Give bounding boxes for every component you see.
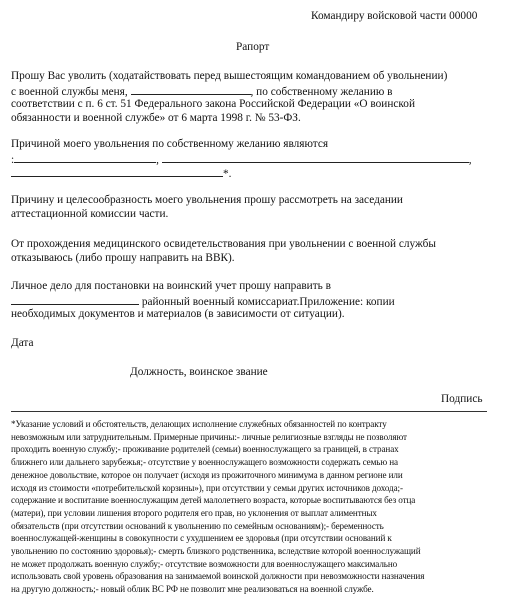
request-line-2-tail: , по собственному желанию в [250,86,393,98]
footnote-line: обязательств (при отсутствии оснований к увольнению по семейным основаниям);- беременность [11,520,384,531]
footnote-mark: *. [223,168,232,180]
reasons-colon: : [11,154,15,166]
footnote-line: проходить военную службу;- проживание родителей (семьи) военнослужащего за границей, в странах [11,444,399,455]
reasons-comma-1: , [156,154,159,166]
request-line-4: обязанности и военной службе» от 6 марта 1998 г. № 53-ФЗ. [11,112,301,124]
commissariat-blank[interactable] [11,293,139,305]
footnote-line: военнослужащей-женщины в совокупности с ухудшением ее здоровья (при отсутствии оснований к [11,533,392,544]
request-line-1: Прошу Вас уволить (ходатайствовать перед вышестоящим командованием об увольнении) [11,70,448,82]
document-title: Рапорт [236,41,270,53]
commission-line-2: аттестационной комиссии части. [11,208,169,220]
addressee: Командиру войсковой части 00000 [311,10,478,22]
name-blank[interactable] [131,83,251,95]
reason-blank-2[interactable] [162,151,469,163]
date-label: Дата [11,337,34,349]
reason-blank-1[interactable] [14,151,156,163]
request-line-2-text: с военной службы меня, [11,86,128,98]
footnote-line: использовать свой уровень образования на занимаемой воинской должности при невозможности назначения [11,571,425,582]
medical-line-1: От прохождения медицинского освидетельствования при увольнении с военной службы [11,238,437,250]
footnote-line: *Указание условий и обстоятельств, делающих исполнение служебных обязанностей по контракту [11,419,387,429]
reason-blank-3[interactable] [11,165,223,177]
signature-label: Подпись [441,393,483,405]
reasons-comma-2: , [468,154,472,166]
footnote-divider [11,411,487,412]
personal-file-line-3: необходимых документов и материалов (в зависимости от ситуации). [11,308,345,320]
footnote-line: содержание и воспитание военнослужащим детей малолетнего возраста, которые воспитываются без отца [11,495,416,506]
footnote-line: невозможным или затруднительным. Примерные причины:- личные религиозные взгляды не позволяют [11,431,407,442]
reasons-line-2 [11,165,231,182]
footnote-line: ближнего или дальнего зарубежья;- отсутствие у военнослужащего возможности содержать семью на [11,457,398,468]
request-line-3: соответствии с п. 6 ст. 51 Федерального закона Российской Федерации «О воинской [11,98,416,110]
footnote-line: на другую должность;- новый облик ВС РФ не позволит мне реализоваться на военной службе. [11,584,374,595]
footnote-line: исходя из стоимости «потребительской корзины»), при отсутствии у семьи других источников дохода;- [11,482,403,493]
footnote-line: увольнению по состоянию здоровья);- смерть близкого родственника, вследствие которой военнослужащий [11,546,421,556]
position-rank-label: Должность, воинское звание [130,366,268,378]
commission-line-1: Причину и целесообразность моего увольнения прошу рассмотреть на заседании [11,194,403,206]
footnote-line: (матери), при условии лишения второго родителя его прав, но уклонения от выплат алиментных [11,507,377,518]
medical-line-2: отказываюсь (либо прошу направить на ВВК). [11,252,235,264]
reasons-intro: Причиной моего увольнения по собственному желанию являются [11,138,329,150]
personal-file-line-1: Личное дело для постановки на воинский учет прошу направить в [11,280,331,292]
footnote-line: денежное довольствие, которое он получает (исходя из прожиточного минимума в данном регионе или [11,469,403,480]
footnote-line: не может продолжать военную службу;- отсутствие возможности для военнослужащего максимально [11,558,398,569]
personal-file-line-2-text: районный военный комиссариат.Приложение: копии [141,296,395,308]
